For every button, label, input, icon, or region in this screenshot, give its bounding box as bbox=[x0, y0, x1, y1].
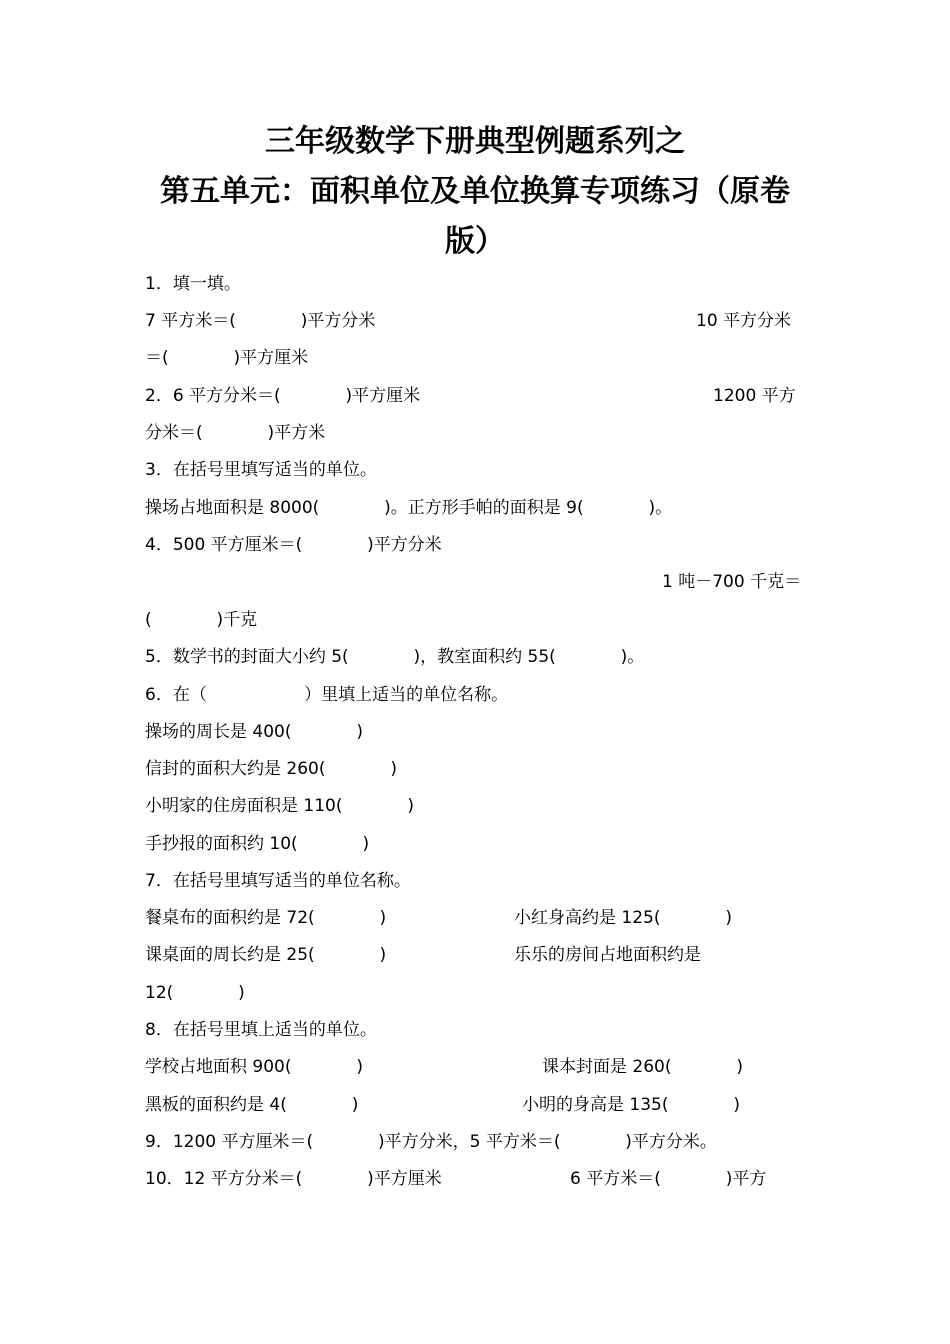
q5-item-a: 5．数学书的封面大小约 5( )，教室面积约 55( )。 bbox=[145, 647, 645, 667]
q1-item-b: 10 平方分米 bbox=[696, 311, 792, 331]
doc-title-line-3: 版） bbox=[445, 224, 505, 259]
q7-item-d: 乐乐的房间占地面积约是 bbox=[514, 945, 701, 965]
doc-title-line-1: 三年级数学下册典型例题系列之 bbox=[265, 124, 685, 159]
q3-heading: 3．在括号里填写适当的单位。 bbox=[145, 460, 377, 480]
q10-item-b: 6 平方米＝( )平方 bbox=[570, 1169, 767, 1189]
q10-item-a: 10．12 平方分米＝( )平方厘米 bbox=[145, 1169, 442, 1189]
q3-item-a: 操场占地面积是 8000( )。正方形手帕的面积是 9( )。 bbox=[145, 498, 673, 518]
q6-item-b: 信封的面积大约是 260( ) bbox=[145, 759, 397, 779]
q6-item-d: 手抄报的面积约 10( ) bbox=[145, 834, 370, 854]
q1-item-b-cont: ＝( )平方厘米 bbox=[145, 348, 309, 368]
q4-item-b-cont: ( )千克 bbox=[145, 610, 258, 630]
q2-item-b: 1200 平方 bbox=[713, 386, 796, 406]
q8-item-b: 课本封面是 260( ) bbox=[542, 1057, 743, 1077]
q2-item-a: 2．6 平方分米＝( )平方厘米 bbox=[145, 386, 421, 406]
doc-title-line-2: 第五单元：面积单位及单位换算专项练习（原卷 bbox=[160, 174, 790, 209]
q8-heading: 8．在括号里填上适当的单位。 bbox=[145, 1020, 377, 1040]
q6-item-a: 操场的周长是 400( ) bbox=[145, 722, 363, 742]
q4-item-b: 1 吨－700 千克＝ bbox=[662, 572, 802, 592]
q6-heading: 6．在（ ）里填上适当的单位名称。 bbox=[145, 685, 509, 705]
q8-item-c: 黑板的面积约是 4( ) bbox=[145, 1095, 359, 1115]
q7-item-b: 小红身高约是 125( ) bbox=[514, 908, 732, 928]
q9-item-a: 9．1200 平方厘米＝( )平方分米，5 平方米＝( )平方分米。 bbox=[145, 1132, 717, 1152]
q2-item-b-cont: 分米＝( )平方米 bbox=[145, 423, 326, 443]
q1-item-a: 7 平方米＝( )平方分米 bbox=[145, 311, 376, 331]
q6-item-c: 小明家的住房面积是 110( ) bbox=[145, 796, 414, 816]
q7-item-c: 课桌面的周长约是 25( ) bbox=[145, 945, 387, 965]
q7-item-d-cont: 12( ) bbox=[145, 983, 245, 1003]
q8-item-d: 小明的身高是 135( ) bbox=[522, 1095, 740, 1115]
q4-item-a: 4．500 平方厘米＝( )平方分米 bbox=[145, 535, 442, 555]
q1-heading: 1．填一填。 bbox=[145, 274, 241, 294]
q7-heading: 7．在括号里填写适当的单位名称。 bbox=[145, 871, 411, 891]
q7-item-a: 餐桌布的面积约是 72( ) bbox=[145, 908, 387, 928]
q8-item-a: 学校占地面积 900( ) bbox=[145, 1057, 363, 1077]
